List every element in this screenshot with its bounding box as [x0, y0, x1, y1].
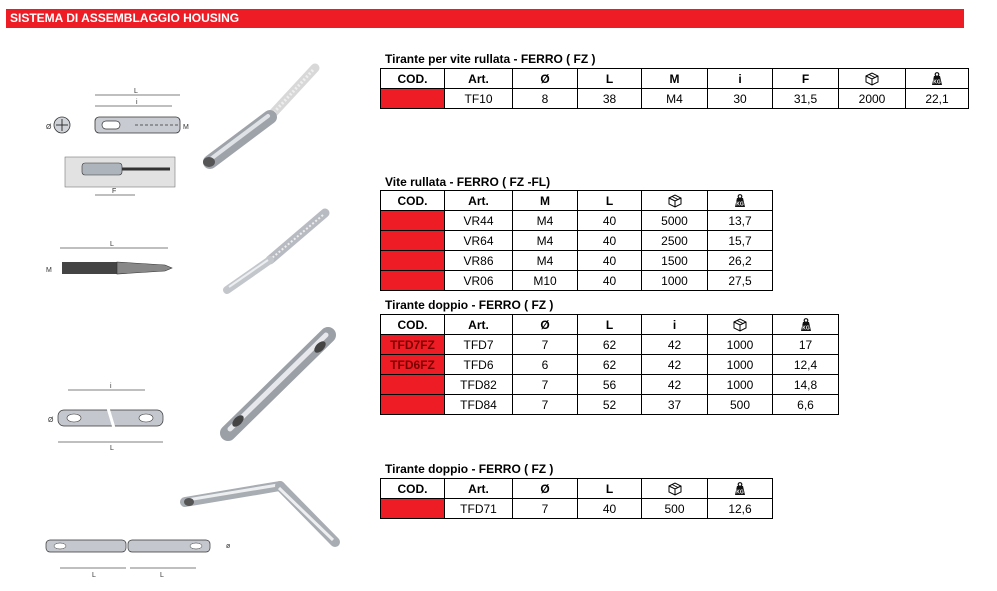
dim-phi-label: Ø	[46, 124, 52, 131]
table-cell: 7	[513, 375, 578, 395]
table-cell: M10	[513, 271, 578, 291]
table-cell: 27,5	[708, 271, 773, 291]
cod-cell	[381, 335, 445, 355]
column-header: COD.	[381, 315, 445, 335]
table-cell: TF10	[445, 89, 513, 109]
column-header: i	[642, 315, 708, 335]
photo-tirante-vite	[195, 62, 325, 177]
photo-tirante-doppio	[210, 325, 340, 445]
photo-vite-rullata	[215, 205, 335, 300]
section-title-tfd71: Tirante doppio - FERRO ( FZ )	[385, 462, 554, 476]
weight-icon-text: KG	[801, 325, 810, 331]
page-banner: SISTEMA DI ASSEMBLAGGIO HOUSING	[6, 9, 964, 28]
table-cell: 42	[642, 375, 708, 395]
cod-cell	[381, 499, 445, 519]
table-cell: 2500	[642, 231, 708, 251]
table-cell: M4	[513, 251, 578, 271]
cod-cell	[381, 375, 445, 395]
table-cell: 56	[578, 375, 642, 395]
table-cell: M4	[513, 211, 578, 231]
table-cell: 12,6	[708, 499, 773, 519]
box-icon	[732, 317, 748, 333]
drawing-vite-rullata	[40, 240, 180, 285]
header-box-icon	[642, 191, 708, 211]
column-header: M	[642, 69, 708, 89]
table-cell: 7	[513, 499, 578, 519]
column-header: Art.	[445, 69, 513, 89]
cod-cell	[381, 231, 445, 251]
cod-cell	[381, 211, 445, 231]
column-header: M	[513, 191, 578, 211]
table-cell: 42	[642, 335, 708, 355]
table-row	[381, 89, 969, 109]
column-header: i	[708, 69, 773, 89]
table-cell: 500	[642, 499, 708, 519]
table-cell: 31,5	[773, 89, 839, 109]
table-cell: 1000	[708, 355, 773, 375]
table-row	[381, 375, 839, 395]
table-tirante-doppio	[380, 314, 839, 415]
table-cell: 40	[578, 211, 642, 231]
table-tirante-doppio-71	[380, 478, 773, 519]
table-cell: TFD7	[445, 335, 513, 355]
dim-F-label: F	[112, 188, 117, 195]
table-cell: 7	[513, 395, 578, 415]
table-cell: 17	[773, 335, 839, 355]
table-cell: VR06	[445, 271, 513, 291]
dim-L4a-label: L	[92, 572, 96, 579]
table-cell: TFD6	[445, 355, 513, 375]
section-title-tfd: Tirante doppio - FERRO ( FZ )	[385, 298, 554, 312]
cod-cell	[381, 271, 445, 291]
column-header: L	[578, 69, 642, 89]
cod-value: TFD7FZ	[390, 337, 435, 352]
dim-L2-label: L	[110, 241, 114, 248]
table-cell: 62	[578, 335, 642, 355]
column-header: Art.	[445, 191, 513, 211]
table-row	[381, 271, 773, 291]
cod-cell	[381, 355, 445, 375]
weight-kg-icon	[732, 193, 748, 209]
table-tirante-vite	[380, 68, 969, 109]
table-row	[381, 211, 773, 231]
header-weight-kg-icon	[708, 479, 773, 499]
table-cell: 62	[578, 355, 642, 375]
header-weight-kg-icon	[708, 191, 773, 211]
table-cell: 52	[578, 395, 642, 415]
table-cell: VR64	[445, 231, 513, 251]
box-icon	[667, 193, 683, 209]
table-cell: TFD84	[445, 395, 513, 415]
table-cell: 7	[513, 335, 578, 355]
weight-icon-text: KG	[933, 79, 941, 85]
table-row	[381, 499, 773, 519]
table-cell: 40	[578, 499, 642, 519]
table-header-row	[381, 315, 839, 335]
box-icon	[864, 71, 880, 87]
dim-M-label: M	[183, 124, 189, 131]
table-cell: 37	[642, 395, 708, 415]
table-cell: 40	[578, 271, 642, 291]
table-cell: M4	[513, 231, 578, 251]
table-header-row	[381, 479, 773, 499]
weight-kg-icon	[798, 317, 814, 333]
table-cell: 6,6	[773, 395, 839, 415]
header-box-icon	[708, 315, 773, 335]
column-header: COD.	[381, 191, 445, 211]
column-header: Art.	[445, 479, 513, 499]
table-cell: 12,4	[773, 355, 839, 375]
table-cell: 2000	[839, 89, 906, 109]
cod-value: TFD6FZ	[390, 357, 435, 372]
table-cell: TFD71	[445, 499, 513, 519]
column-header: L	[578, 191, 642, 211]
dim-phi3-label: Ø	[48, 417, 54, 424]
table-cell: 500	[708, 395, 773, 415]
box-icon	[667, 481, 683, 497]
table-row	[381, 335, 839, 355]
table-row	[381, 251, 773, 271]
table-cell: 40	[578, 251, 642, 271]
weight-kg-icon	[732, 481, 748, 497]
header-box-icon	[839, 69, 906, 89]
dim-phi4-label: ø	[226, 543, 231, 550]
table-cell: 1000	[642, 271, 708, 291]
table-header-row	[381, 69, 969, 89]
table-cell: 22,1	[906, 89, 969, 109]
table-row	[381, 231, 773, 251]
table-cell: TFD82	[445, 375, 513, 395]
table-cell: VR44	[445, 211, 513, 231]
section-title-tf: Tirante per vite rullata - FERRO ( FZ )	[385, 52, 596, 66]
table-cell: 1000	[708, 335, 773, 355]
column-header: Ø	[513, 479, 578, 499]
column-header: Ø	[513, 315, 578, 335]
table-cell: 1500	[642, 251, 708, 271]
header-weight-kg-icon	[906, 69, 969, 89]
dim-L3-label: L	[110, 445, 114, 452]
table-cell: 40	[578, 231, 642, 251]
drawing-tirante-doppio	[40, 380, 170, 455]
dim-M2-label: M	[46, 267, 52, 274]
table-cell: 6	[513, 355, 578, 375]
table-cell: 42	[642, 355, 708, 375]
column-header: F	[773, 69, 839, 89]
table-cell: 13,7	[708, 211, 773, 231]
weight-icon-text: KG	[736, 489, 744, 495]
table-cell: VR86	[445, 251, 513, 271]
section-title-vr: Vite rullata - FERRO ( FZ -FL)	[385, 175, 551, 189]
table-header-row	[381, 191, 773, 211]
table-row	[381, 355, 839, 375]
header-weight-kg-icon	[773, 315, 839, 335]
cod-cell	[381, 89, 445, 109]
table-cell: 30	[708, 89, 773, 109]
column-header: Art.	[445, 315, 513, 335]
dim-L-label: L	[134, 88, 138, 95]
table-cell: M4	[642, 89, 708, 109]
header-box-icon	[642, 479, 708, 499]
table-vite-rullata	[380, 190, 773, 291]
column-header: L	[578, 479, 642, 499]
weight-kg-icon	[929, 71, 945, 87]
column-header: COD.	[381, 69, 445, 89]
table-cell: 8	[513, 89, 578, 109]
column-header: COD.	[381, 479, 445, 499]
table-cell: 1000	[708, 375, 773, 395]
dim-L4b-label: L	[160, 572, 164, 579]
weight-icon-text: KG	[736, 201, 744, 207]
column-header: L	[578, 315, 642, 335]
table-cell: 14,8	[773, 375, 839, 395]
drawing-tirante-vite	[40, 85, 190, 205]
dim-i-label: i	[136, 99, 138, 106]
table-cell: 5000	[642, 211, 708, 231]
drawing-tirante-doppio-angolo	[40, 530, 245, 580]
table-cell: 26,2	[708, 251, 773, 271]
cod-cell	[381, 395, 445, 415]
table-cell: 15,7	[708, 231, 773, 251]
table-cell: 38	[578, 89, 642, 109]
column-header: Ø	[513, 69, 578, 89]
dim-i3-label: i	[110, 383, 112, 390]
table-row	[381, 395, 839, 415]
cod-cell	[381, 251, 445, 271]
